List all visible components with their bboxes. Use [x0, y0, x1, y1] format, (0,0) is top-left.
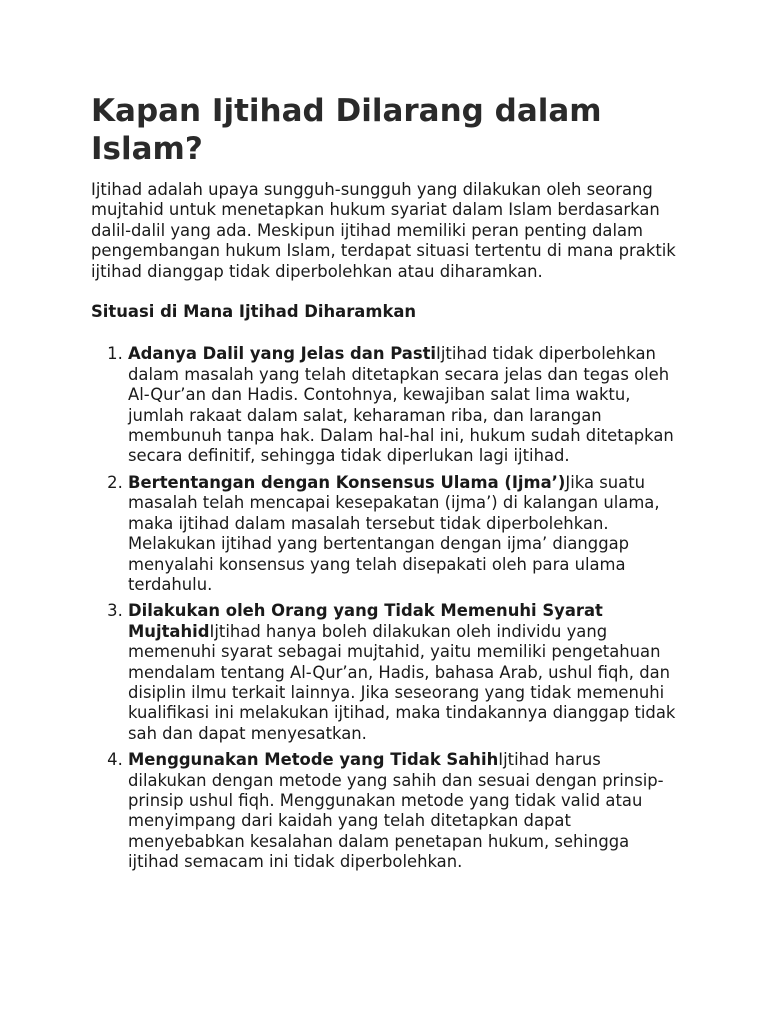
article-title: Kapan Ijtihad Dilarang dalam Islam? — [91, 93, 602, 167]
list-item-heading: Menggunakan Metode yang Tidak Sahih — [128, 750, 499, 770]
list-item-body: Ijtihad harus dilakukan dengan metode yang sahih dan sesuai dengan prinsip-prinsip ushul fiqh. Menggunakan metode yang tidak valid atau menyimpang dari kaidah yang telah ditetapkan dapat menyebabkan kesalahan dalam penetapan hukum, sehingga ijtihad semacam ini tidak diperbolehkan. — [128, 750, 664, 872]
list-item-heading: Adanya Dalil yang Jelas dan Pasti — [128, 344, 437, 364]
list-item-body: Jika suatu masalah telah mencapai kesepakatan (ijma’) di kalangan ulama, maka ijtihad dalam masalah tersebut tidak diperbolehkan. Melakukan ijtihad yang bertentangan dengan ijma’ dianggap menyalahi konsensus yang telah disepakati oleh para ulama terdahulu. — [128, 472, 660, 594]
intro-paragraph: Ijtihad adalah upaya sungguh-sungguh yang dilakukan oleh seorang mujtahid untuk menetapkan hukum syariat dalam Islam berdasarkan dalil-dalil yang ada. Meskipun ijtihad memiliki peran penting dalam pengembangan hukum Islam, terdapat situasi tertentu di mana praktik ijtihad dianggap tidak diperbolehkan atau diharamkan. — [91, 180, 676, 281]
list-item-heading: Bertentangan dengan Konsensus Ulama (Ijma’) — [128, 472, 566, 492]
section-heading: Situasi di Mana Ijtihad Diharamkan — [91, 302, 417, 322]
list-item-body: Ijtihad tidak diperbolehkan dalam masalah yang telah ditetapkan secara jelas dan tegas oleh Al-Qur’an dan Hadis. Contohnya, kewajiban salat lima waktu, jumlah rakaat dalam salat, keharaman riba, dan larangan membunuh tanpa hak. Dalam hal-hal ini, hukum sudah ditetapkan secara definitif, sehingga tidak diperlukan lagi ijtihad. — [128, 344, 674, 466]
list-item-heading: Dilakukan oleh Orang yang Tidak Memenuhi Syarat Mujtahid — [128, 601, 603, 641]
list-item — [128, 750, 681, 872]
list-item — [128, 601, 681, 744]
list-item — [128, 344, 681, 466]
list-item — [128, 473, 681, 595]
document-page — [91, 92, 681, 879]
numbered-list — [91, 344, 681, 872]
list-item-body: Ijtihad hanya boleh dilakukan oleh individu yang memenuhi syarat sebagai mujtahid, yaitu memiliki pengetahuan mendalam tentang Al-Qur’an, Hadis, bahasa Arab, ushul fiqh, dan disiplin ilmu terkait lainnya. Jika seseorang yang tidak memenuhi kualifikasi ini melakukan ijtihad, maka tindakannya dianggap tidak sah dan dapat menyesatkan. — [128, 621, 676, 743]
